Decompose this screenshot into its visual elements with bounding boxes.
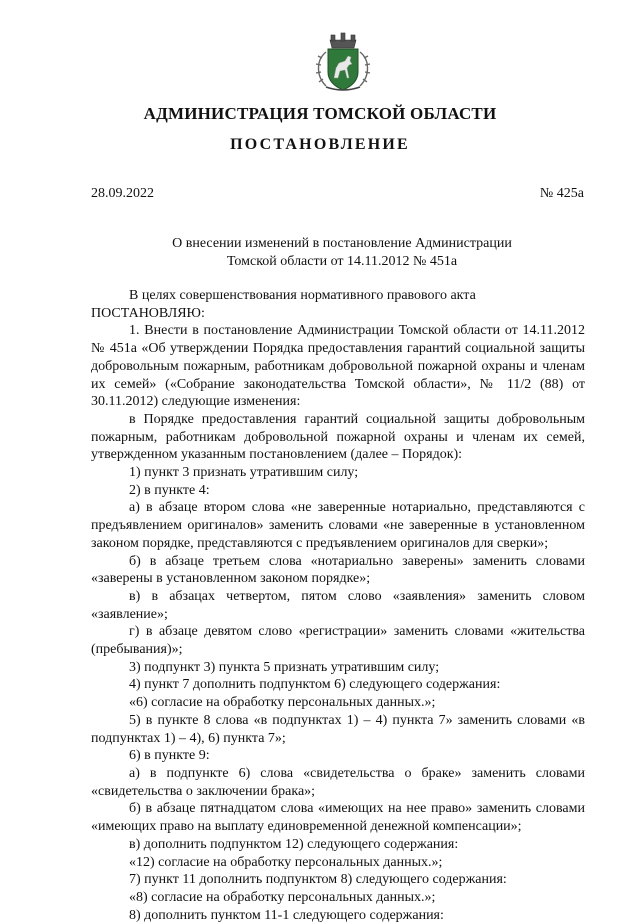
document-number: № 425а [539, 186, 584, 201]
subject-line: О внесении изменений в постановление Администрации [172, 236, 512, 251]
body-paragraph: 8) дополнить пунктом 11-1 следующего содержания: [129, 907, 444, 923]
document-body [91, 287, 585, 924]
body-paragraph: б) в абзаце пятнадцатом слова «имеющих на нее право» заменить словами «имеющих право на выплату единовременной денежной компенсации»; [91, 801, 585, 835]
body-paragraph: в) дополнить подпунктом 12) следующего содержания: [129, 836, 459, 852]
organization-title: АДМИНИСТРАЦИЯ ТОМСКОЙ ОБЛАСТИ [143, 104, 497, 123]
body-paragraph: 3) подпункт 3) пункта 5 признать утратившим силу; [129, 659, 440, 675]
body-paragraph: «12) согласие на обработку персональных данных.»; [129, 854, 443, 870]
body-paragraph: а) в подпункте 6) слова «свидетельства о браке» заменить словами «свидетельства о заключении брака»; [91, 765, 585, 799]
body-paragraph: «8) согласие на обработку персональных данных.»; [129, 889, 436, 905]
body-paragraph: 2) в пункте 4: [129, 482, 210, 498]
body-paragraph: в Порядке предоставления гарантий социальной защиты добровольным пожарным, работникам добровольной пожарной охраны и членам их семей, утвержденном указанным постановлением (далее – Порядок): [91, 411, 585, 463]
body-paragraph: 5) в пункте 8 слова «в подпунктах 1) – 4) пункта 7» заменить словами «в подпунктах 1) – 4), 6) пункта 7»; [91, 712, 585, 746]
body-paragraph: 1) пункт 3 признать утратившим силу; [129, 465, 359, 481]
body-paragraph: 6) в пункте 9: [129, 748, 210, 764]
document-date: 28.09.2022 [91, 186, 154, 201]
document-subject [100, 235, 584, 271]
body-paragraph: в) в абзацах четвертом, пятом слово «заявления» заменить словом «заявление»; [91, 588, 585, 622]
tomsk-coat-of-arms-icon [312, 30, 374, 94]
resolution-word: ПОСТАНОВЛЯЮ: [91, 305, 205, 321]
document-type: ПОСТАНОВЛЕНИЕ [230, 136, 410, 153]
body-paragraph: «6) согласие на обработку персональных данных.»; [129, 695, 436, 711]
subject-line: Томской области от 14.11.2012 № 451а [226, 254, 458, 269]
body-paragraph: 1. Внести в постановление Администрации Томской области от 14.11.2012 № 451а «Об утверждении Порядка предоставления гарантий социальной защиты добровольным пожарным, работникам добровольной пожарной охраны и членам их семей» («Собрание законодательства Томской области», № 11/2 (88) от 30.11.2012) следующие изменения: [91, 323, 585, 410]
body-paragraph: а) в абзаце втором слова «не заверенные нотариально, представляются с предъявлением оригиналов» заменить словами «не заверенные в установленном законом порядке, представляются с предъявлением оригиналов для сверки»; [91, 500, 585, 551]
body-paragraph: г) в абзаце девятом слово «регистрации» заменить словами «жительства (пребывания)»; [91, 624, 585, 658]
body-paragraph: б) в абзаце третьем слова «нотариально заверены» заменить словами «заверены в установленном законом порядке»; [91, 553, 585, 587]
body-paragraph: В целях совершенствования нормативного правового акта [129, 288, 476, 303]
body-paragraph: 7) пункт 11 дополнить подпунктом 8) следующего содержания: [129, 872, 507, 888]
body-paragraph: 4) пункт 7 дополнить подпунктом 6) следующего содержания: [129, 677, 501, 693]
